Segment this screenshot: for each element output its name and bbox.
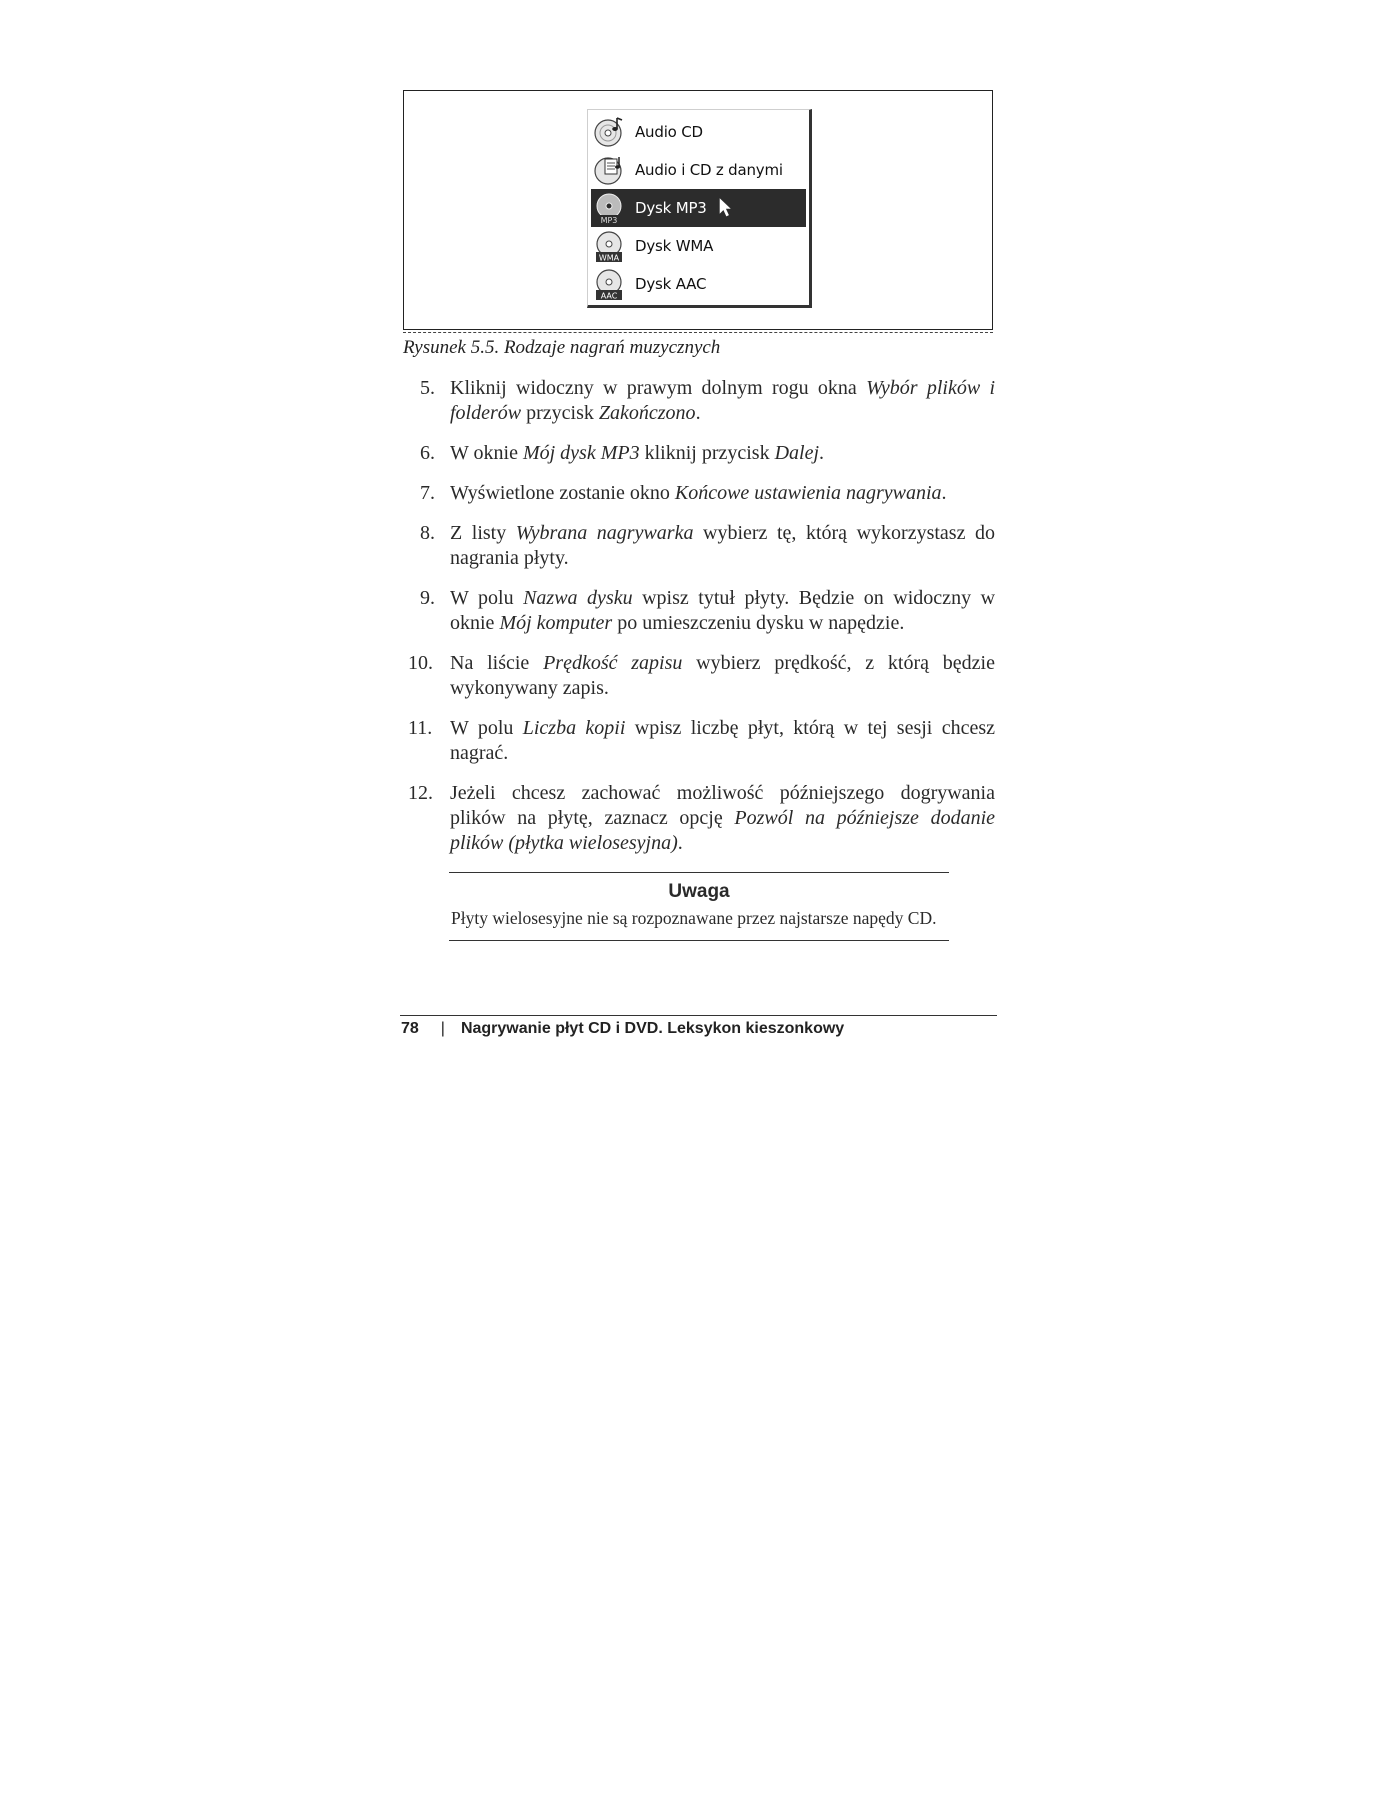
footer-separator: |: [440, 1020, 445, 1037]
step-number: 6.: [420, 442, 435, 464]
menu-item-label: Audio i CD z danymi: [635, 161, 783, 179]
footer-rule: [400, 1015, 997, 1016]
step-text: po umieszczeniu dysku w napędzie.: [612, 612, 905, 634]
step-text: Z listy: [450, 522, 516, 544]
step-term: Prędkość zapisu: [543, 652, 683, 674]
step-number: 8.: [420, 522, 435, 544]
step-text: Wyświetlone zostanie okno: [450, 482, 675, 504]
list-item: [408, 716, 995, 766]
list-item: [420, 521, 995, 571]
page-number: 78: [401, 1020, 419, 1037]
step-text: Jeżeli chcesz zachować możliwość późniejszego dogrywania plików na płytę, zaznacz opcję: [450, 782, 995, 829]
step-text: wpisz tytuł płyty. Będzie on widoczny w oknie: [450, 587, 996, 634]
figure-bottom-rule: [403, 332, 993, 333]
step-term: Wybrana nagrywarka: [515, 522, 694, 544]
mouse-pointer-icon: [719, 198, 733, 222]
step-text: wybierz tę, którą wykorzystasz do nagrania płyty.: [450, 522, 995, 569]
list-item: [408, 781, 995, 856]
menu-item-label: Dysk MP3: [635, 199, 707, 217]
instruction-list: [408, 376, 996, 871]
list-item: [420, 481, 995, 506]
aac-disc-icon: [593, 267, 627, 301]
menu-item-label: Dysk AAC: [635, 275, 707, 293]
step-term: Mój dysk MP3: [522, 442, 640, 464]
step-term: Pozwól na późniejsze dodanie plików (płytka wielosesyjna): [450, 807, 995, 854]
step-number: 12.: [408, 782, 433, 804]
list-item: [408, 651, 995, 701]
note-text: Płyty wielosesyjne nie są rozpoznawane przez najstarsze napędy CD.: [451, 908, 937, 928]
step-text: W polu: [450, 587, 524, 609]
page-footer: [401, 1020, 844, 1038]
step-text: Na liście: [450, 652, 544, 674]
step-term: Dalej: [774, 442, 820, 464]
figure-caption: Rysunek 5.5. Rodzaje nagrań muzycznych: [403, 337, 721, 358]
list-item: [420, 441, 995, 466]
disc-badge-text: AAC: [600, 291, 618, 301]
disc-badge-text: MP3: [600, 216, 618, 225]
step-text: wpisz liczbę płyt, którą w tej sesji chcesz nagrać.: [450, 717, 995, 764]
disc-type-menu: [587, 109, 812, 308]
note-title: Uwaga: [668, 881, 730, 902]
step-term: Mój komputer: [499, 612, 613, 634]
wma-disc-icon: [593, 229, 627, 263]
step-text: wybierz prędkość, z którą będzie wykonywany zapis.: [450, 652, 995, 699]
book-title: Nagrywanie płyt CD i DVD. Leksykon kieszonkowy: [460, 1020, 845, 1037]
step-text: .: [677, 832, 683, 854]
menu-item-label: Dysk WMA: [635, 237, 714, 255]
figure-screenshot: [403, 90, 993, 330]
menu-item-mp3-disc[interactable]: [591, 189, 806, 227]
step-number: 10.: [408, 652, 433, 674]
step-text: .: [819, 442, 825, 464]
mp3-disc-icon: [593, 191, 627, 225]
menu-item-aac-disc[interactable]: [591, 265, 806, 303]
step-text: kliknij przycisk: [639, 442, 775, 464]
step-term: Zakończono: [598, 402, 696, 424]
audio-data-cd-icon: [593, 153, 627, 187]
menu-item-audio-cd[interactable]: [591, 113, 806, 151]
step-text: .: [941, 482, 947, 504]
step-text: przycisk: [521, 402, 599, 424]
step-term: Nazwa dysku: [523, 587, 633, 609]
step-text: .: [695, 402, 701, 424]
list-item: [420, 376, 995, 426]
step-text: Kliknij widoczny w prawym dolnym rogu okna: [450, 377, 867, 399]
step-term: Końcowe ustawienia nagrywania: [674, 482, 942, 504]
step-number: 9.: [420, 587, 435, 609]
note-box: [449, 872, 949, 941]
step-number: 7.: [420, 482, 435, 504]
menu-item-audio-data-cd[interactable]: [591, 151, 806, 189]
list-item: [420, 586, 995, 636]
step-number: 11.: [408, 717, 433, 739]
menu-item-label: Audio CD: [635, 123, 703, 141]
step-text: W oknie: [450, 442, 523, 464]
step-term: Liczba kopii: [522, 717, 626, 739]
step-text: W polu: [450, 717, 523, 739]
step-number: 5.: [420, 377, 435, 399]
disc-badge-text: WMA: [598, 253, 620, 263]
step-term: Wybór plików i folderów: [450, 377, 996, 424]
menu-item-wma-disc[interactable]: [591, 227, 806, 265]
audio-cd-icon: [593, 115, 627, 149]
